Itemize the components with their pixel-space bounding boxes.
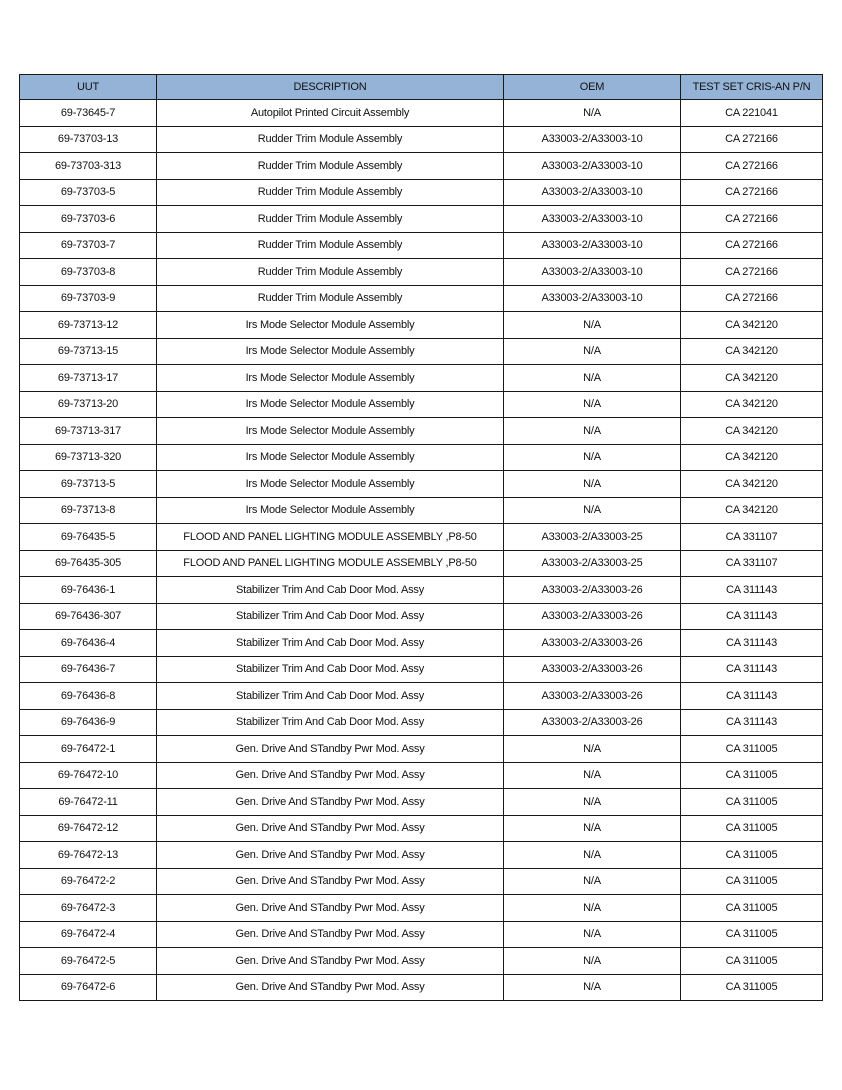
cell-description: Gen. Drive And STandby Pwr Mod. Assy [157, 842, 504, 869]
table-row [20, 444, 823, 471]
cell-test-set: CA 311005 [681, 948, 823, 975]
table-row [20, 762, 823, 789]
cell-test-set: CA 272166 [681, 126, 823, 153]
cell-test-set: CA 331107 [681, 550, 823, 577]
cell-uut: 69-76436-1 [20, 577, 157, 604]
cell-description: Irs Mode Selector Module Assembly [157, 418, 504, 445]
table-row [20, 789, 823, 816]
cell-uut: 69-76472-1 [20, 736, 157, 763]
table-row [20, 895, 823, 922]
cell-uut: 69-73703-6 [20, 206, 157, 233]
cell-oem: A33003-2/A33003-25 [504, 524, 681, 551]
cell-uut: 69-76435-5 [20, 524, 157, 551]
cell-uut: 69-76436-307 [20, 603, 157, 630]
cell-oem: A33003-2/A33003-10 [504, 179, 681, 206]
table-row [20, 630, 823, 657]
cell-oem: N/A [504, 497, 681, 524]
cell-test-set: CA 272166 [681, 285, 823, 312]
cell-description: Gen. Drive And STandby Pwr Mod. Assy [157, 974, 504, 1001]
cell-oem: N/A [504, 338, 681, 365]
cell-uut: 69-73703-13 [20, 126, 157, 153]
cell-oem: A33003-2/A33003-10 [504, 153, 681, 180]
cell-test-set: CA 311143 [681, 603, 823, 630]
cell-description: Rudder Trim Module Assembly [157, 126, 504, 153]
cell-uut: 69-76472-11 [20, 789, 157, 816]
cell-test-set: CA 311005 [681, 789, 823, 816]
cell-oem: A33003-2/A33003-10 [504, 232, 681, 259]
cell-oem: N/A [504, 868, 681, 895]
cell-description: Gen. Drive And STandby Pwr Mod. Assy [157, 815, 504, 842]
table-row [20, 974, 823, 1001]
cell-oem: N/A [504, 921, 681, 948]
cell-test-set: CA 272166 [681, 153, 823, 180]
table-row [20, 206, 823, 233]
cell-description: Stabilizer Trim And Cab Door Mod. Assy [157, 577, 504, 604]
cell-description: Gen. Drive And STandby Pwr Mod. Assy [157, 921, 504, 948]
cell-oem: N/A [504, 815, 681, 842]
cell-uut: 69-76472-10 [20, 762, 157, 789]
cell-oem: N/A [504, 974, 681, 1001]
cell-uut: 69-76472-5 [20, 948, 157, 975]
cell-oem: N/A [504, 762, 681, 789]
cell-uut: 69-76472-13 [20, 842, 157, 869]
cell-oem: N/A [504, 789, 681, 816]
table-row [20, 259, 823, 286]
cell-uut: 69-76436-8 [20, 683, 157, 710]
table-row [20, 497, 823, 524]
cell-test-set: CA 342120 [681, 338, 823, 365]
cell-description: Gen. Drive And STandby Pwr Mod. Assy [157, 895, 504, 922]
cell-test-set: CA 311005 [681, 974, 823, 1001]
cell-uut: 69-73713-12 [20, 312, 157, 339]
cell-test-set: CA 311005 [681, 815, 823, 842]
cell-oem: N/A [504, 948, 681, 975]
cell-description: Stabilizer Trim And Cab Door Mod. Assy [157, 683, 504, 710]
cell-uut: 69-76472-2 [20, 868, 157, 895]
cell-oem: A33003-2/A33003-10 [504, 126, 681, 153]
cell-uut: 69-73645-7 [20, 100, 157, 127]
cell-test-set: CA 342120 [681, 418, 823, 445]
cell-test-set: CA 272166 [681, 232, 823, 259]
cell-oem: A33003-2/A33003-26 [504, 577, 681, 604]
cell-oem: N/A [504, 471, 681, 498]
cell-oem: N/A [504, 100, 681, 127]
cell-test-set: CA 311143 [681, 630, 823, 657]
cell-test-set: CA 272166 [681, 206, 823, 233]
cell-uut: 69-73703-5 [20, 179, 157, 206]
cell-oem: N/A [504, 312, 681, 339]
cell-description: Gen. Drive And STandby Pwr Mod. Assy [157, 736, 504, 763]
cell-description: Rudder Trim Module Assembly [157, 259, 504, 286]
table-row [20, 126, 823, 153]
cell-test-set: CA 311005 [681, 762, 823, 789]
cell-description: Irs Mode Selector Module Assembly [157, 312, 504, 339]
header-description: DESCRIPTION [157, 75, 504, 100]
table-row [20, 868, 823, 895]
cell-oem: A33003-2/A33003-26 [504, 683, 681, 710]
header-oem: OEM [504, 75, 681, 100]
cell-oem: N/A [504, 444, 681, 471]
cell-oem: N/A [504, 842, 681, 869]
cell-test-set: CA 342120 [681, 497, 823, 524]
cell-uut: 69-73713-317 [20, 418, 157, 445]
cell-oem: A33003-2/A33003-10 [504, 259, 681, 286]
cell-test-set: CA 311005 [681, 921, 823, 948]
cell-description: Gen. Drive And STandby Pwr Mod. Assy [157, 948, 504, 975]
cell-uut: 69-73703-9 [20, 285, 157, 312]
table-row [20, 179, 823, 206]
cell-test-set: CA 311143 [681, 656, 823, 683]
cell-description: Stabilizer Trim And Cab Door Mod. Assy [157, 630, 504, 657]
cell-test-set: CA 311143 [681, 709, 823, 736]
cell-test-set: CA 342120 [681, 444, 823, 471]
cell-oem: A33003-2/A33003-26 [504, 656, 681, 683]
cell-oem: A33003-2/A33003-26 [504, 709, 681, 736]
cell-uut: 69-76472-3 [20, 895, 157, 922]
cell-description: Irs Mode Selector Module Assembly [157, 365, 504, 392]
cell-uut: 69-76436-9 [20, 709, 157, 736]
cell-test-set: CA 331107 [681, 524, 823, 551]
header-row [20, 75, 823, 100]
cell-oem: N/A [504, 736, 681, 763]
cell-test-set: CA 221041 [681, 100, 823, 127]
table-row [20, 736, 823, 763]
table-row [20, 524, 823, 551]
cell-uut: 69-76435-305 [20, 550, 157, 577]
cell-description: Irs Mode Selector Module Assembly [157, 471, 504, 498]
cell-test-set: CA 311143 [681, 577, 823, 604]
table-row [20, 153, 823, 180]
cell-uut: 69-73713-320 [20, 444, 157, 471]
cell-description: Rudder Trim Module Assembly [157, 153, 504, 180]
table-row [20, 418, 823, 445]
cell-oem: A33003-2/A33003-26 [504, 630, 681, 657]
table-row [20, 550, 823, 577]
cell-description: Rudder Trim Module Assembly [157, 206, 504, 233]
cell-description: Gen. Drive And STandby Pwr Mod. Assy [157, 789, 504, 816]
table-body [20, 100, 823, 1001]
cell-oem: A33003-2/A33003-25 [504, 550, 681, 577]
cell-test-set: CA 272166 [681, 179, 823, 206]
table-row [20, 683, 823, 710]
cell-test-set: CA 342120 [681, 365, 823, 392]
table-row [20, 656, 823, 683]
cell-description: Gen. Drive And STandby Pwr Mod. Assy [157, 762, 504, 789]
cell-description: Rudder Trim Module Assembly [157, 285, 504, 312]
cell-test-set: CA 311005 [681, 842, 823, 869]
cell-uut: 69-73703-313 [20, 153, 157, 180]
cell-uut: 69-73703-8 [20, 259, 157, 286]
cell-description: FLOOD AND PANEL LIGHTING MODULE ASSEMBLY ,P8-50 [157, 524, 504, 551]
table-row [20, 338, 823, 365]
table-row [20, 312, 823, 339]
header-uut: UUT [20, 75, 157, 100]
cell-uut: 69-73713-8 [20, 497, 157, 524]
cell-uut: 69-73713-5 [20, 471, 157, 498]
cell-description: Stabilizer Trim And Cab Door Mod. Assy [157, 603, 504, 630]
cell-description: Stabilizer Trim And Cab Door Mod. Assy [157, 709, 504, 736]
cell-test-set: CA 342120 [681, 312, 823, 339]
table-row [20, 842, 823, 869]
cell-uut: 69-73703-7 [20, 232, 157, 259]
cell-uut: 69-76472-6 [20, 974, 157, 1001]
parts-table [19, 74, 823, 1001]
cell-test-set: CA 311005 [681, 868, 823, 895]
table-row [20, 232, 823, 259]
cell-oem: A33003-2/A33003-26 [504, 603, 681, 630]
table-row [20, 471, 823, 498]
cell-description: Autopilot Printed Circuit Assembly [157, 100, 504, 127]
table-row [20, 948, 823, 975]
table-row [20, 285, 823, 312]
table-row [20, 603, 823, 630]
cell-test-set: CA 311143 [681, 683, 823, 710]
cell-test-set: CA 311005 [681, 736, 823, 763]
table-row [20, 365, 823, 392]
cell-description: Irs Mode Selector Module Assembly [157, 444, 504, 471]
header-test-set: TEST SET CRIS-AN P/N [681, 75, 823, 100]
table-row [20, 100, 823, 127]
table-row [20, 391, 823, 418]
cell-description: Rudder Trim Module Assembly [157, 232, 504, 259]
table-row [20, 577, 823, 604]
cell-uut: 69-73713-17 [20, 365, 157, 392]
table-row [20, 815, 823, 842]
cell-uut: 69-76472-4 [20, 921, 157, 948]
cell-description: FLOOD AND PANEL LIGHTING MODULE ASSEMBLY ,P8-50 [157, 550, 504, 577]
cell-uut: 69-73713-20 [20, 391, 157, 418]
cell-oem: A33003-2/A33003-10 [504, 285, 681, 312]
cell-oem: A33003-2/A33003-10 [504, 206, 681, 233]
table-row [20, 921, 823, 948]
cell-description: Irs Mode Selector Module Assembly [157, 497, 504, 524]
cell-test-set: CA 342120 [681, 471, 823, 498]
cell-oem: N/A [504, 391, 681, 418]
cell-oem: N/A [504, 418, 681, 445]
cell-test-set: CA 272166 [681, 259, 823, 286]
cell-description: Gen. Drive And STandby Pwr Mod. Assy [157, 868, 504, 895]
cell-test-set: CA 342120 [681, 391, 823, 418]
cell-description: Irs Mode Selector Module Assembly [157, 338, 504, 365]
table-header [20, 75, 823, 100]
cell-uut: 69-76472-12 [20, 815, 157, 842]
cell-oem: N/A [504, 895, 681, 922]
cell-description: Irs Mode Selector Module Assembly [157, 391, 504, 418]
cell-test-set: CA 311005 [681, 895, 823, 922]
cell-description: Stabilizer Trim And Cab Door Mod. Assy [157, 656, 504, 683]
cell-uut: 69-73713-15 [20, 338, 157, 365]
cell-uut: 69-76436-7 [20, 656, 157, 683]
cell-oem: N/A [504, 365, 681, 392]
table-row [20, 709, 823, 736]
cell-description: Rudder Trim Module Assembly [157, 179, 504, 206]
cell-uut: 69-76436-4 [20, 630, 157, 657]
